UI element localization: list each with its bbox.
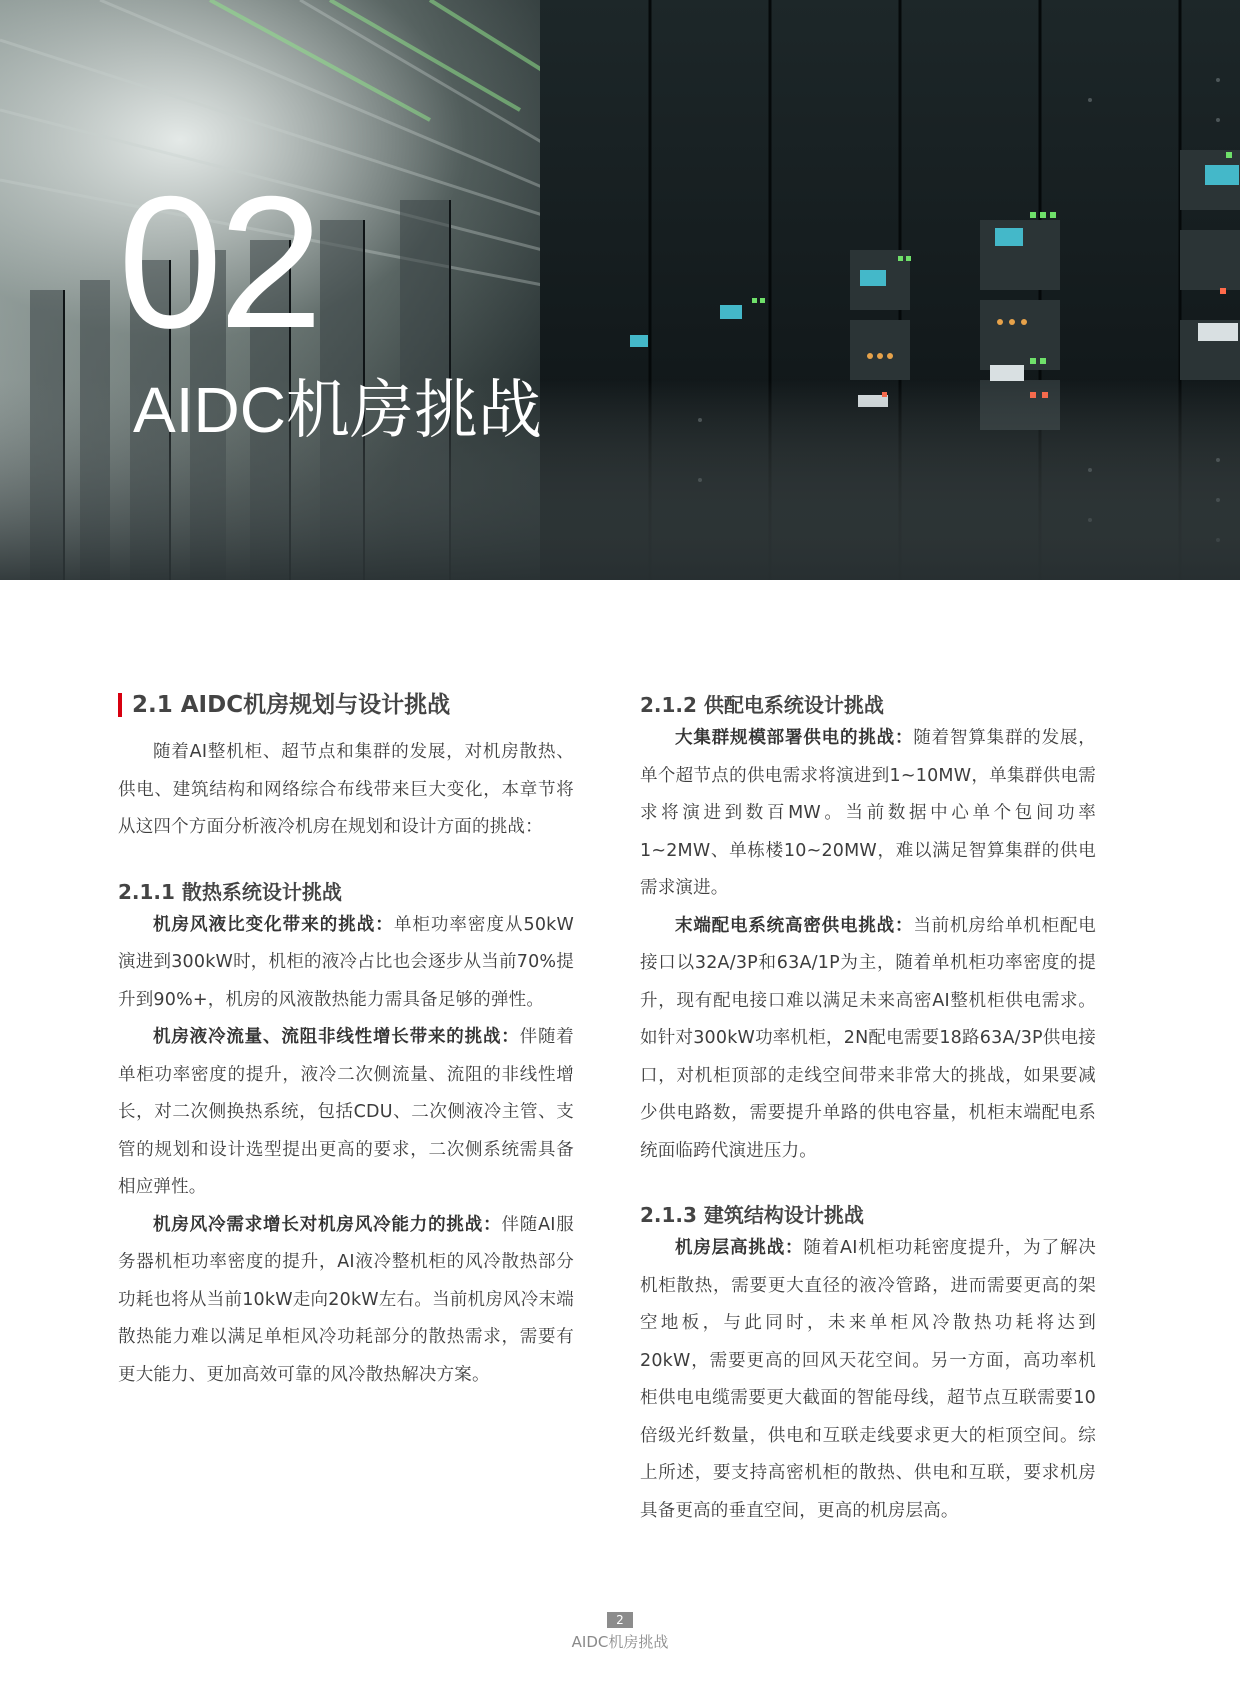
left-column bbox=[118, 690, 574, 1394]
chapter-title: AIDC机房挑战 bbox=[133, 374, 542, 446]
paragraph-lead: 大集群规模部署供电的挑战： bbox=[675, 728, 914, 748]
paragraph-terminal-distribution bbox=[640, 908, 1096, 1171]
section-heading-text: 2.1 AIDC机房规划与设计挑战 bbox=[132, 692, 451, 718]
intro-paragraph: 随着AI整机柜、超节点和集群的发展，对机房散热、供电、建筑结构和网络综合布线带来巨大变化，本章节将从这四个方面分析液冷机房在规划和设计方面的挑战： bbox=[118, 742, 574, 837]
paragraph-body: 随着智算集群的发展，单个超节点的供电需求将演进到1~10MW，单集群供电需求将演进到数百MW。当前数据中心单个包间功率1~2MW、单栋楼10~20MW，难以满足智算集群的供电需求演进。 bbox=[640, 728, 1096, 898]
footer-title: AIDC机房挑战 bbox=[571, 1633, 669, 1651]
paragraph-air-cooling-demand bbox=[118, 1207, 574, 1395]
paragraph-body: 伴随着单柜功率密度的提升，液冷二次侧流量、流阻的非线性增长，对二次侧换热系统，包括CDU、二次侧液冷主管、支管的规划和设计选型提出更高的要求，二次侧系统需具备相应弹性。 bbox=[118, 1027, 575, 1197]
paragraph-liquid-flow bbox=[118, 1019, 574, 1207]
paragraph-lead: 机房液冷流量、流阻非线性增长带来的挑战： bbox=[153, 1027, 520, 1047]
paragraph-body: 伴随AI服务器机柜功率密度的提升，AI液冷整机柜的风冷散热部分功耗也将从当前10kW走向20kW左右。当前机房风冷末端散热能力难以满足单柜风冷功耗部分的散热需求，需要有更大能力、更加高效可靠的风冷散热解决方案。 bbox=[118, 1214, 574, 1385]
paragraph-body: 单柜功率密度从50kW演进到300kW时，机柜的液冷占比也会逐步从当前70%提升到90%+，机房的风液散热能力需具备足够的弹性。 bbox=[118, 914, 575, 1010]
page-number: 2 bbox=[607, 1612, 633, 1628]
right-column bbox=[640, 690, 1096, 1530]
chapter-number: 02 bbox=[118, 157, 320, 367]
paragraph-air-liquid-ratio bbox=[118, 907, 574, 1020]
subsection-heading-power: 2.1.2 供配电系统设计挑战 bbox=[640, 693, 884, 717]
section-heading bbox=[118, 690, 574, 720]
paragraph-body: 当前机房给单机柜配电接口以32A/3P和63A/1P为主，随着单机柜功率密度的提升，现有配电接口难以满足未来高密AI整机柜供电需求。如针对300kW功率机柜，2N配电需要18路63A/3P供电接口，对机柜顶部的走线空间带来非常大的挑战，如果要减少供电路数，需要提升单路的供电容量，机柜末端配电系统面临跨代演进压力。 bbox=[640, 915, 1096, 1161]
paragraph-cluster-power bbox=[640, 720, 1096, 908]
paragraph-body: 随着AI机柜功耗密度提升，为了解决机柜散热，需要更大直径的液冷管路，进而需要更高的架空地板，与此同时，未来单柜风冷散热功耗将达到20kW，需要更高的回风天花空间。另一方面，高功率机柜供电电缆需要更大截面的智能母线，超节点互联需要10倍级光纤数量，供电和互联走线要求更大的柜顶空间。综上所述，要支持高密机柜的散热、供电和互联，要求机房具备更高的垂直空间，更高的机房层高。 bbox=[640, 1238, 1096, 1521]
paragraph-lead: 机房层高挑战： bbox=[675, 1238, 804, 1258]
paragraph-lead: 末端配电系统高密供电挑战： bbox=[675, 915, 914, 936]
subsection-heading-cooling: 2.1.1 散热系统设计挑战 bbox=[118, 879, 342, 904]
paragraph-lead: 机房风冷需求增长对机房风冷能力的挑战： bbox=[153, 1214, 502, 1235]
section-accent-bar bbox=[118, 693, 122, 717]
paragraph-floor-height bbox=[640, 1230, 1096, 1530]
hero-banner bbox=[0, 0, 1240, 580]
subsection-heading-structure: 2.1.3 建筑结构设计挑战 bbox=[640, 1203, 864, 1227]
paragraph-lead: 机房风液比变化带来的挑战： bbox=[153, 914, 394, 935]
